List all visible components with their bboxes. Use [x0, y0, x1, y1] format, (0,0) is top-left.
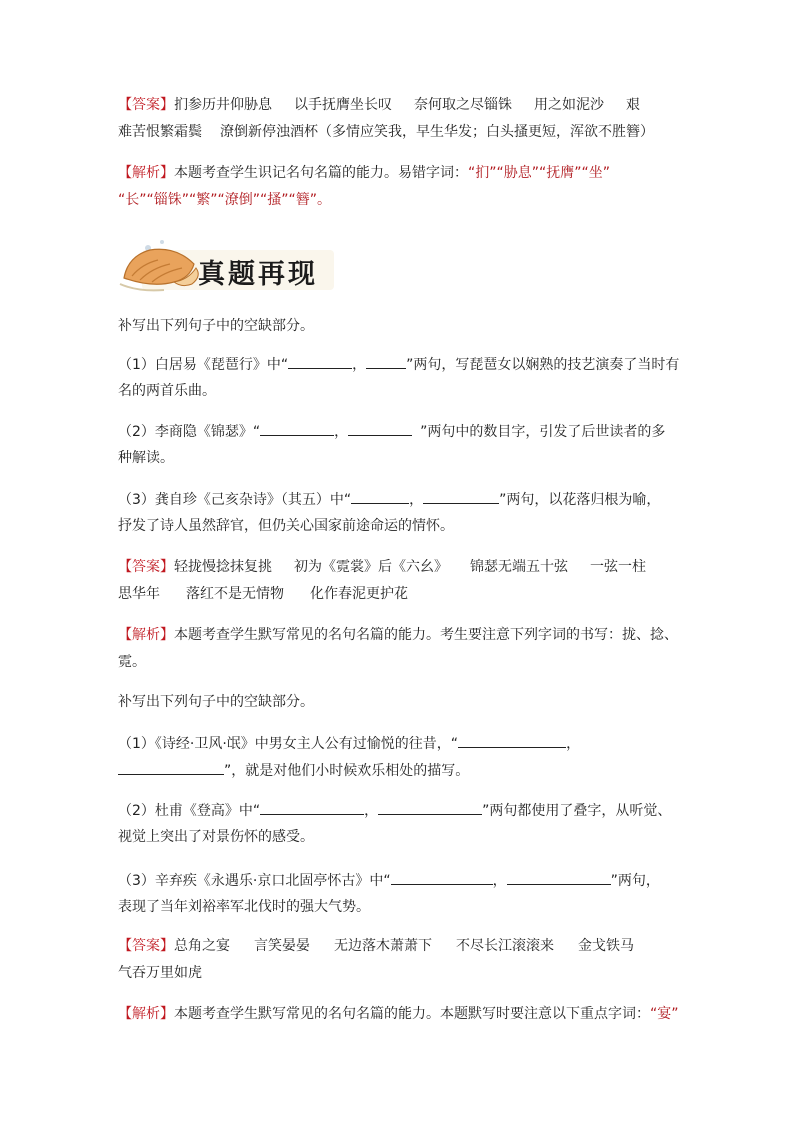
answer-item: 不尽长江滚滚来 [456, 938, 554, 954]
analysis-line-1 [118, 1004, 679, 1024]
answer-tag: 【答案】 [118, 97, 174, 113]
answer-item: 轻拢慢捻抹复挑 [174, 559, 272, 575]
instruction: 补写出下列句子中的空缺部分。 [118, 694, 314, 710]
answer-item: 用之如泥沙 [534, 97, 604, 113]
question-text: ， [352, 357, 367, 373]
answer-item: 难苦恨繁霜鬓 [118, 124, 202, 140]
answer-item: 言笑晏晏 [254, 938, 310, 954]
question-1-line-2 [118, 760, 469, 781]
blank-field[interactable] [260, 800, 364, 815]
section-banner [118, 234, 336, 296]
question-2-line-2: 种解读。 [118, 450, 174, 466]
question-2-line-2: 视觉上突出了对景伤怀的感受。 [118, 829, 314, 845]
blank-field[interactable] [288, 354, 352, 369]
blank-field[interactable] [458, 733, 566, 748]
answer-line-1 [118, 95, 640, 115]
section-title: 真题再现 [198, 259, 318, 290]
answer-item: 奈何取之尽锱铢 [414, 97, 512, 113]
question-text: （1）白居易《琵琶行》中“ [118, 357, 289, 373]
analysis-line-1 [118, 625, 678, 645]
question-1-line-2: 名的两首乐曲。 [118, 383, 216, 399]
blank-field[interactable] [366, 354, 406, 369]
analysis-tag: 【解析】 [118, 165, 174, 181]
analysis-text: 本题考查学生识记名句名篇的能力。易错字词： [174, 165, 468, 181]
question-2-line-1 [118, 800, 671, 821]
blank-field[interactable] [348, 421, 412, 436]
question-text: ”两句， [610, 873, 660, 889]
question-text: ， [566, 736, 581, 752]
question-1-line-1 [118, 354, 679, 375]
analysis-line-2 [118, 190, 331, 210]
answer-item: 思华年 [118, 586, 160, 602]
blank-field[interactable] [507, 870, 611, 885]
question-text: （3）辛弃疾《永遇乐·京口北固亭怀古》中“ [118, 873, 391, 889]
question-3-line-1 [118, 489, 660, 510]
blank-field[interactable] [378, 800, 482, 815]
blank-field[interactable] [391, 870, 493, 885]
answer-item: 艰 [626, 97, 640, 113]
question-text: ， [334, 424, 349, 440]
question-text: （3）龚自珍《己亥杂诗》（其五）中“ [118, 492, 352, 508]
question-text: （1）《诗经·卫风·氓》中男女主人公有过愉悦的往昔，“ [118, 736, 459, 752]
question-text: （2）李商隐《锦瑟》“ [118, 424, 261, 440]
analysis-keywords: “长”“锱铢”“繁”“潦倒”“搔”“簪”。 [118, 192, 332, 208]
blank-field[interactable] [351, 489, 409, 504]
question-text: ， [409, 492, 424, 508]
blank-field[interactable] [118, 760, 224, 775]
answer-line-1 [118, 936, 634, 956]
answer-line-1 [118, 557, 646, 577]
blank-field[interactable] [260, 421, 334, 436]
question-text: ”两句，以花落归根为喻， [499, 492, 661, 508]
answer-item: 落红不是无情物 [186, 586, 284, 602]
answer-item: 潦倒新停浊酒杯（多情应笑我，早生华发；白头搔更短，浑欲不胜簪） [220, 124, 654, 140]
question-3-line-1 [118, 870, 660, 891]
analysis-tag: 【解析】 [118, 627, 174, 643]
question-2-line-1 [118, 421, 665, 442]
answer-item: 无边落木萧萧下 [334, 938, 432, 954]
answer-tag: 【答案】 [118, 559, 174, 575]
answer-line-2 [118, 963, 202, 983]
question-text: ”两句中的数目字，引发了后世读者的多 [420, 424, 666, 440]
question-3-line-2: 表现了当年刘裕率军北伐时的强大气势。 [118, 899, 370, 915]
instruction: 补写出下列句子中的空缺部分。 [118, 318, 314, 334]
analysis-text: 本题考查学生默写常见的名句名篇的能力。本题默写时要注意以下重点字词： [174, 1006, 650, 1022]
question-text: ， [492, 873, 507, 889]
answer-tag: 【答案】 [118, 938, 174, 954]
answer-item: 总角之宴 [174, 938, 230, 954]
answer-line-2 [118, 584, 408, 604]
answer-item: 扪参历井仰胁息 [174, 97, 272, 113]
answer-item: 一弦一柱 [590, 559, 646, 575]
analysis-tag: 【解析】 [118, 1006, 174, 1022]
question-1-line-1 [118, 733, 580, 754]
conch-shell-icon [118, 234, 208, 296]
answer-item: 化作春泥更护花 [310, 586, 408, 602]
answer-line-2 [118, 122, 654, 142]
question-text: ”两句，写琵琶女以娴熟的技艺演奏了当时有 [406, 357, 680, 373]
question-text: ”两句都使用了叠字，从听觉、 [482, 803, 672, 819]
analysis-keywords: “宴” [650, 1006, 679, 1022]
blank-field[interactable] [423, 489, 499, 504]
analysis-keywords: “扪”“胁息”“抚膺”“坐” [468, 165, 611, 181]
answer-item: 初为《霓裳》后《六幺》 [294, 559, 448, 575]
answer-item: 锦瑟无端五十弦 [470, 559, 568, 575]
analysis-text: 本题考查学生默写常见的名句名篇的能力。考生要注意下列字词的书写：拢、捻、 [174, 627, 678, 643]
question-text: （2）杜甫《登高》中“ [118, 803, 261, 819]
answer-item: 以手抚膺坐长叹 [294, 97, 392, 113]
answer-item: 金戈铁马 [578, 938, 634, 954]
analysis-line-2: 霓。 [118, 654, 146, 670]
question-3-line-2: 抒发了诗人虽然辞官，但仍关心国家前途命运的情怀。 [118, 518, 454, 534]
analysis-line-1 [118, 163, 610, 183]
answer-item: 气吞万里如虎 [118, 965, 202, 981]
question-text: ”，就是对他们小时候欢乐相处的描写。 [224, 763, 470, 779]
question-text: ， [364, 803, 379, 819]
